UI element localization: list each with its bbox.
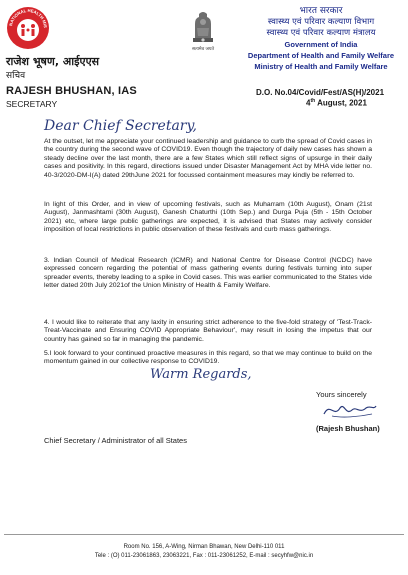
sender-title-hindi: सचिव	[6, 71, 26, 81]
handwritten-regards: Warm Regards,	[150, 367, 252, 382]
addressee: Chief Secretary / Administrator of all States	[44, 436, 187, 445]
sender-title: SECRETARY	[6, 99, 58, 109]
reference-number: D.O. No.04/Covid/Fest/AS(H)/2021	[256, 88, 385, 97]
paragraph-2: In light of this Order, and in view of upcoming festivals, such as Muharram (10th August), Onam (21st August), Janmashtami (30th August), Ganesh Chaturthi (10th Sep.) and Durga Puja (5th - 15th October 2021) etc, where large public gatherings are expected, it is advised that States may actively consider imposition of local restrictions in public observation of these festivals and curb mass gatherings.	[44, 201, 372, 234]
footer-address: Room No. 156, A-Wing, Nirman Bhawan, New Delhi-110 011	[123, 544, 285, 550]
paragraph-4: 4. I would like to reiterate that any laxity in ensuring strict adherence to the five-fold strategy of 'Test-Track-Treat-Vaccinate and Ensuring COVID Appropriate Behaviour', may result in losing the impetus that our country has gained so far in managing the pandemic.	[44, 319, 372, 343]
sender-name-hindi: राजेश भूषण, आईएएस	[6, 55, 100, 68]
paragraph-5: 5.I look forward to your continued proactive measures in this regard, so that we may continue to build on the momentum gained in our collective response to COVID19.	[44, 350, 372, 366]
national-emblem-icon	[186, 8, 220, 54]
paragraph-1: At the outset, let me appreciate your continued leadership and guidance to curb the spread of Covid cases in the country during the second wave of COVID19. Even though the trajectory of daily new cases has shown a steady decline over the last month, there are a few States which still reflect signs of upsurge in their daily cases and positivity. In this regard, directions issued under Disaster Management Act by MHA vide letter no. 40-3/2020-DM-I(A) dated 29thJune 2021 for focussed containment measures may kindly be referred to.	[44, 138, 372, 179]
govt-english: Government of India	[284, 40, 358, 49]
department-hindi: स्वास्थ्य एवं परिवार कल्याण विभाग	[267, 17, 375, 27]
nhm-logo	[6, 6, 50, 50]
paragraph-3: 3. Indian Council of Medical Research (ICMR) and National Centre for Disease Control (NCDC) have expressed concern regarding the potential of mass gathering events during festivals turning into super spreader events, thereby leading to a spike in Covid cases. This was earlier communicated to the States vide letter dated 20th July 2021of the Union Ministry of Health & Family Welfare.	[44, 257, 372, 290]
ministry-english: Ministry of Health and Family Welfare	[254, 62, 388, 71]
emblem-motto: सत्यमेव जयते	[191, 47, 215, 52]
sender-name: RAJESH BHUSHAN, IAS	[6, 85, 137, 97]
letter-date: 4th August, 2021	[306, 98, 367, 108]
govt-hindi: भारत सरकार	[299, 6, 343, 16]
footer-contact: Tele : (O) 011-23061863, 23063221, Fax : 011-23061252, E-mail : secyhfw@nic.in	[94, 553, 314, 559]
nhm-logo-text: NATIONAL HEALTH MIS	[8, 7, 49, 29]
signature-icon	[322, 400, 378, 420]
department-english: Department of Health and Family Welfare	[247, 51, 395, 60]
ministry-hindi: स्वास्थ्य एवं परिवार कल्याण मंत्रालय	[266, 28, 376, 38]
footer-divider	[4, 534, 404, 535]
department-heading	[236, 6, 406, 72]
signatory-name: (Rajesh Bhushan)	[316, 424, 380, 433]
salutation: Dear Chief Secretary,	[44, 118, 197, 134]
closing: Yours sincerely	[316, 390, 367, 399]
